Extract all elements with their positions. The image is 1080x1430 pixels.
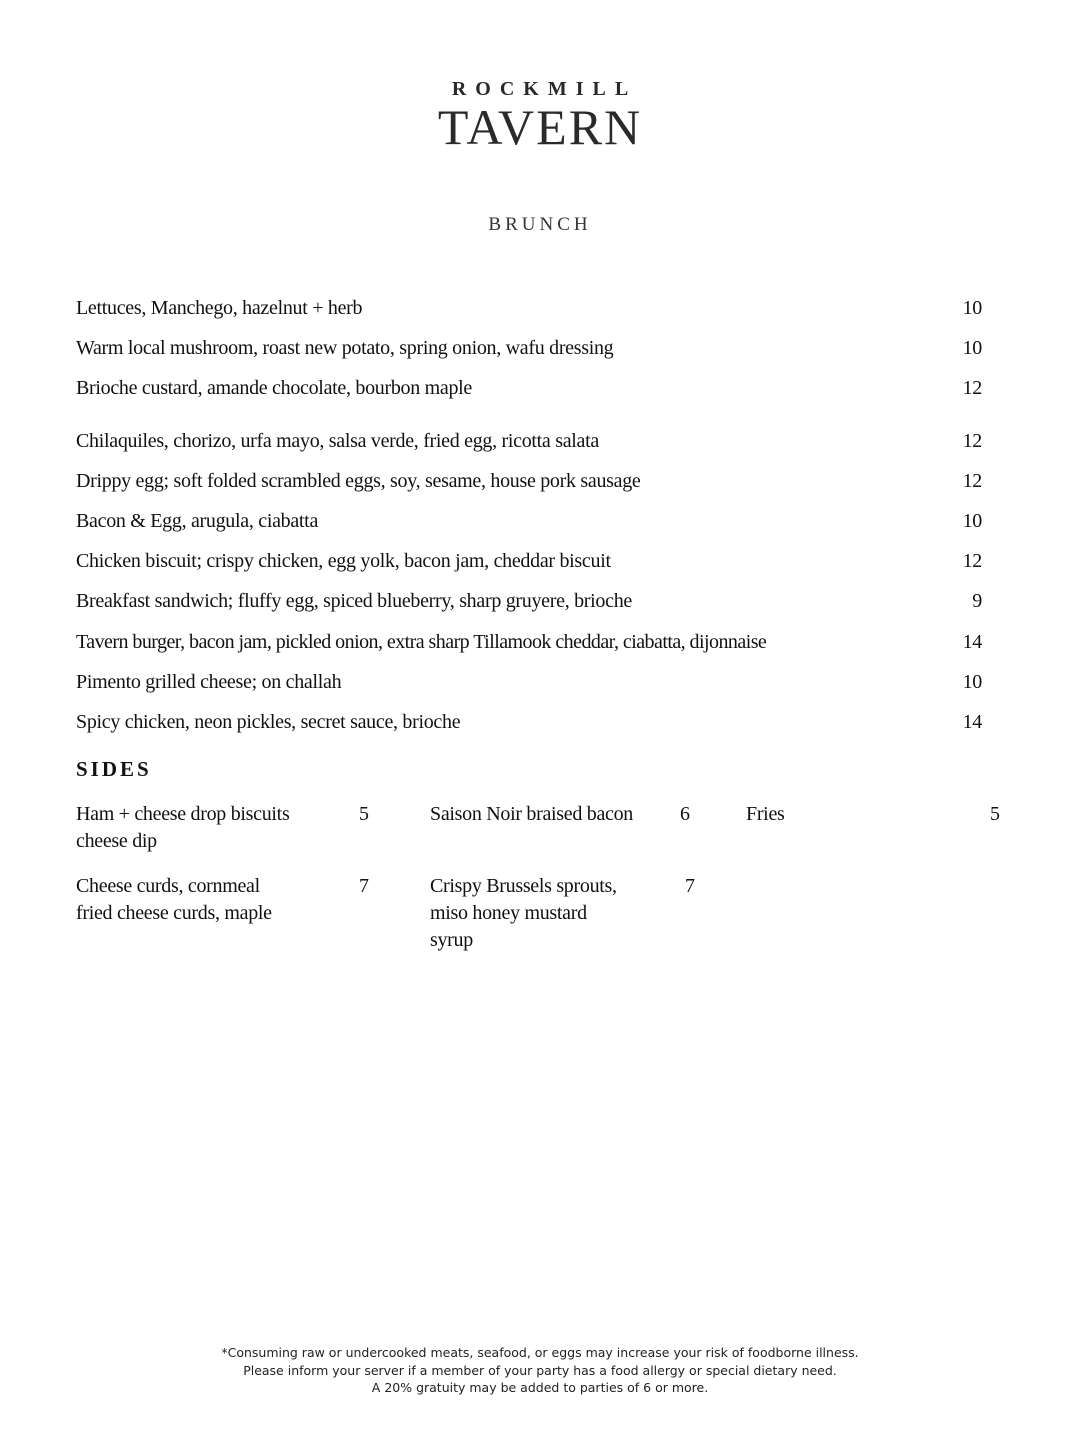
menu-item-name: Tavern burger, bacon jam, pickled onion, extra sharp Tillamook cheddar, ciabatta, dijonnaise (76, 631, 767, 653)
menu-item-price: 9 (972, 590, 982, 612)
sides-heading: SIDES (76, 757, 152, 781)
menu-item (76, 430, 982, 458)
side-item-price: 7 (359, 875, 369, 897)
logo-rockmill: ROCKMILL (451, 78, 638, 100)
menu-item-price: 12 (962, 430, 982, 452)
menu-item (76, 297, 982, 325)
side-item-description: miso honey mustard (430, 902, 587, 924)
side-item-name: Fries (746, 803, 785, 825)
side-item-name: Ham + cheese drop biscuits (76, 803, 290, 825)
side-item-price: 5 (359, 803, 369, 825)
menu-item-name: Chilaquiles, chorizo, urfa mayo, salsa verde, fried egg, ricotta salata (76, 430, 599, 452)
menu-item-price: 14 (962, 711, 982, 733)
side-item-price: 7 (685, 875, 695, 897)
menu-item (76, 711, 982, 739)
menu-item-price: 10 (962, 297, 982, 319)
footer-disclaimer (0, 1344, 1080, 1397)
footer-line: A 20% gratuity may be added to parties of 6 or more. (371, 1380, 709, 1395)
menu-item-name: Spicy chicken, neon pickles, secret sauce, brioche (76, 711, 461, 733)
menu-item (76, 377, 982, 405)
menu-item-name: Drippy egg; soft folded scrambled eggs, soy, sesame, house pork sausage (76, 470, 641, 492)
side-item-description: fried cheese curds, maple (76, 902, 272, 924)
side-item (430, 873, 675, 954)
menu-item-price: 12 (962, 377, 982, 399)
side-item-description: syrup (430, 929, 473, 951)
menu-item-price: 14 (962, 631, 982, 653)
menu-item-price: 10 (962, 337, 982, 359)
menu-item-name: Warm local mushroom, roast new potato, spring onion, wafu dressing (76, 337, 614, 359)
menu-item-name: Brioche custard, amande chocolate, bourbon maple (76, 377, 473, 399)
section-title-brunch: BRUNCH (488, 214, 592, 235)
logo-tavern: TAVERN (437, 99, 643, 155)
menu-item (76, 590, 982, 618)
side-item-description: cheese dip (76, 830, 157, 852)
menu-item-price: 12 (962, 550, 982, 572)
menu-item (76, 337, 982, 365)
menu-item-name: Chicken biscuit; crispy chicken, egg yolk, bacon jam, cheddar biscuit (76, 550, 611, 572)
side-item (746, 801, 896, 828)
menu-item-price: 10 (962, 510, 982, 532)
side-item-name: Saison Noir braised bacon (430, 803, 634, 825)
side-item-name: Crispy Brussels sprouts, (430, 875, 617, 897)
side-item (430, 801, 675, 828)
side-item-price: 6 (680, 803, 690, 825)
menu-item-price: 10 (962, 671, 982, 693)
menu-item (76, 671, 982, 699)
side-item-name: Cheese curds, cornmeal (76, 875, 260, 897)
side-item (76, 801, 336, 855)
menu-item-name: Breakfast sandwich; fluffy egg, spiced blueberry, sharp gruyere, brioche (76, 590, 632, 612)
menu-item-name: Pimento grilled cheese; on challah (76, 671, 342, 693)
side-item (76, 873, 336, 927)
menu-item-price: 12 (962, 470, 982, 492)
footer-line: *Consuming raw or undercooked meats, seafood, or eggs may increase your risk of foodborne illness. (221, 1345, 859, 1360)
side-item-price: 5 (990, 803, 1000, 825)
footer-line: Please inform your server if a member of your party has a food allergy or special dietary need. (243, 1362, 837, 1378)
menu-item (76, 631, 982, 659)
menu-item (76, 550, 982, 578)
menu-item-name: Lettuces, Manchego, hazelnut + herb (76, 297, 363, 319)
menu-item (76, 470, 982, 498)
menu-item-name: Bacon & Egg, arugula, ciabatta (76, 510, 319, 532)
menu-item (76, 510, 982, 538)
